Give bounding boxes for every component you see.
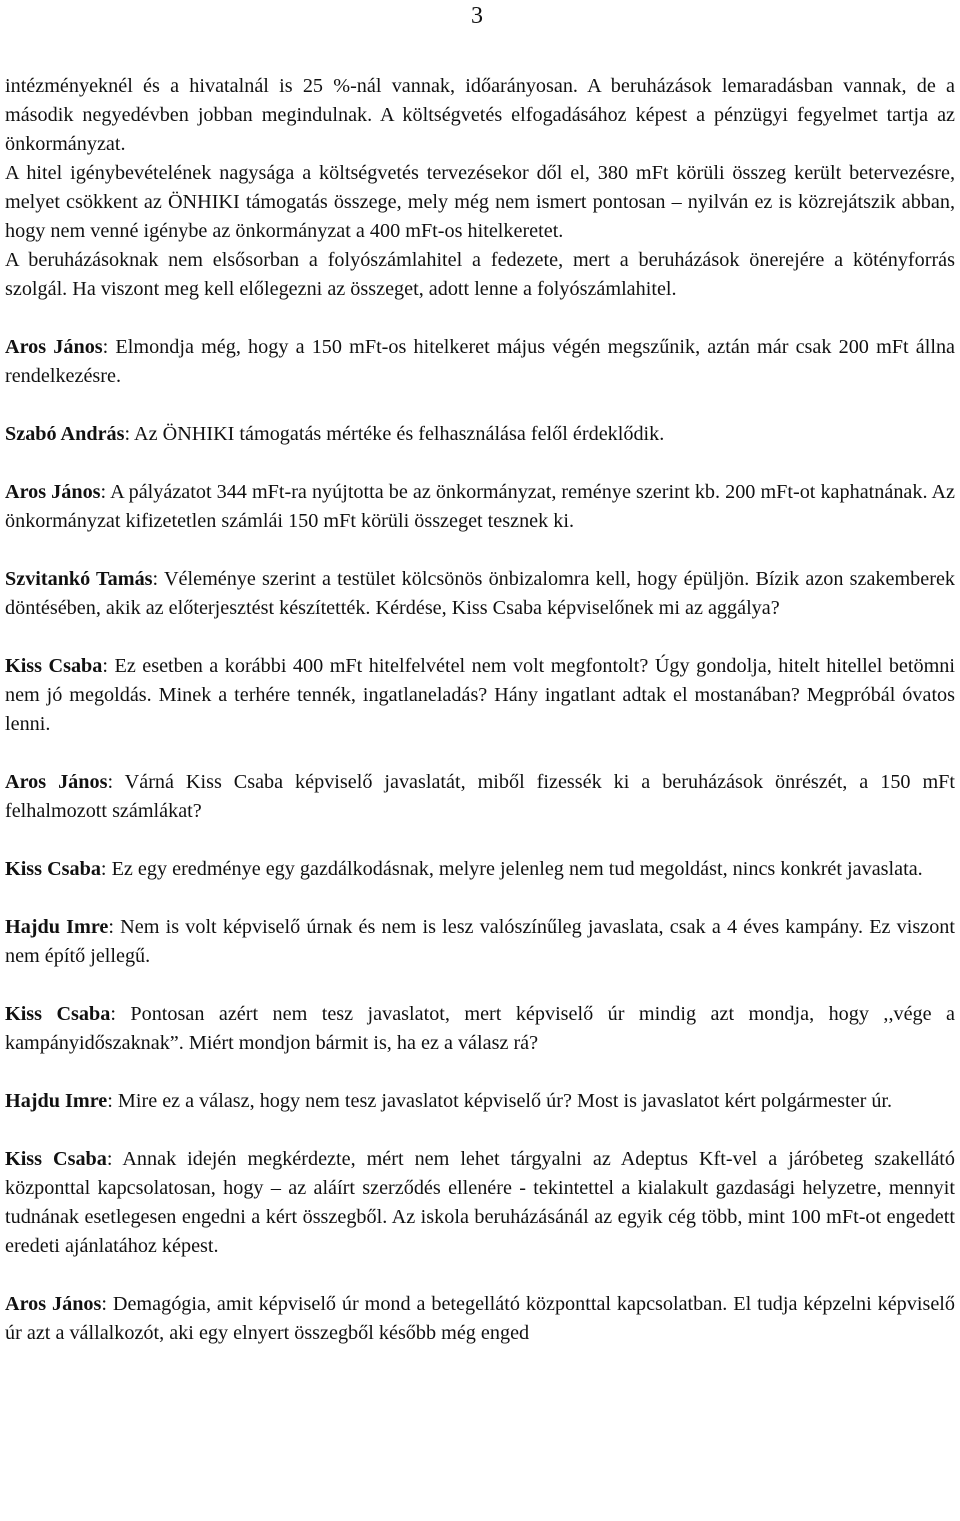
speech-paragraph-5 xyxy=(5,478,955,536)
speaker-separator: : xyxy=(102,655,108,677)
speaker-name: Aros János xyxy=(5,481,101,503)
speech-text: Pontosan azért nem tesz javaslatot, mert képviselő úr mindig azt mondja, hogy ,,vége a kampányidőszaknak”. Miért mondjon bármit is, ha ez a válasz rá? xyxy=(5,1003,955,1054)
speaker-separator: : xyxy=(107,1090,113,1112)
speaker-name: Szvitankó Tamás xyxy=(5,568,153,590)
speaker-name: Kiss Csaba xyxy=(5,858,101,880)
page-number: 3 xyxy=(471,3,483,29)
speech-text: Nem is volt képviselő úrnak és nem is lesz valószínűleg javaslata, csak a 4 éves kampány. Ez viszont nem építő jellegű. xyxy=(5,916,955,967)
speech-paragraph-12 xyxy=(5,1087,955,1116)
speech-text: Mire ez a válasz, hogy nem tesz javaslatot képviselő úr? Most is javaslatot kért polgármester úr. xyxy=(112,1090,893,1112)
paragraph-0 xyxy=(5,72,955,159)
paragraph-text: A hitel igénybevételének nagysága a költségvetés tervezésekor dől el, 380 mFt körüli összeg került betervezésre, melyet csökkent az ÖNHIKI támogatás összege, mely még nem ismert pontosan – nyilván ez is közrejátszik abban, hogy nem venné igénybe az önkormányzat a 400 mFt-os hitelkeretet. xyxy=(5,162,955,242)
speaker-separator: : xyxy=(100,858,107,880)
paragraph-1 xyxy=(5,159,955,246)
speaker-name: Aros János xyxy=(5,771,108,793)
speaker-separator: : xyxy=(106,1148,113,1170)
speech-paragraph-14 xyxy=(5,1290,955,1348)
speaker-separator: : xyxy=(102,336,109,358)
speaker-name: Kiss Csaba xyxy=(5,1003,111,1025)
speaker-name: Szabó András xyxy=(5,423,125,445)
speech-text: A pályázatot 344 mFt-ra nyújtotta be az önkormányzat, reménye szerint kb. 200 mFt-ot kaphatnának. Az önkormányzat kifizetetlen számlái 150 mFt körüli összeget tesznek ki. xyxy=(5,481,955,532)
speech-paragraph-7 xyxy=(5,652,955,739)
speech-paragraph-11 xyxy=(5,1000,955,1058)
document-body xyxy=(5,72,955,1348)
speaker-separator: : xyxy=(108,916,114,938)
speech-text: Demagógia, amit képviselő úr mond a betegellátó központtal kapcsolatban. El tudja képzelni képviselő úr azt a vállalkozót, aki egy elnyert összegből később még enged xyxy=(5,1293,955,1344)
speaker-name: Hajdu Imre xyxy=(5,916,109,938)
speech-text: Várná Kiss Csaba képviselő javaslatát, miből fizessék ki a beruházások önrészét, a 150 mFt felhalmozott számlákat? xyxy=(5,771,955,822)
speaker-name: Kiss Csaba xyxy=(5,1148,107,1170)
speaker-separator: : xyxy=(107,771,114,793)
paragraph-text: A beruházásoknak nem elsősorban a folyószámlahitel a fedezete, mert a beruházások önerejére a kötényforrás szolgál. Ha viszont meg kell előlegezni az összeget, adott lenne a folyószámlahitel. xyxy=(5,249,955,300)
paragraph-2 xyxy=(5,246,955,304)
paragraph-text: intézményeknél és a hivatalnál is 25 %-nál vannak, időarányosan. A beruházások lemaradásban vannak, de a második negyedévben jobban megindulnak. A költségvetés elfogadásához képest a pénzügyi fegyelmet tartja az önkormányzat. xyxy=(5,75,955,155)
speaker-name: Kiss Csaba xyxy=(5,655,103,677)
speaker-name: Aros János xyxy=(5,1293,102,1315)
speech-paragraph-13 xyxy=(5,1145,955,1261)
speaker-name: Hajdu Imre xyxy=(5,1090,108,1112)
speech-text: Véleménye szerint a testület kölcsönös önbizalomra kell, hogy épüljön. Bízik azon szakemberek döntésében, akik az előterjesztést készítették. Kérdése, Kiss Csaba képviselőnek mi az aggálya? xyxy=(5,568,955,619)
speaker-name: Aros János xyxy=(5,336,103,358)
speaker-separator: : xyxy=(110,1003,116,1025)
speaker-separator: : xyxy=(152,568,159,590)
speech-text: Elmondja még, hogy a 150 mFt-os hitelkeret május végén megszűnik, aztán már csak 200 mFt állna rendelkezésre. xyxy=(5,336,955,387)
speech-paragraph-3 xyxy=(5,333,955,391)
speech-paragraph-8 xyxy=(5,768,955,826)
speech-paragraph-4 xyxy=(5,420,955,449)
speech-text: Ez egy eredménye egy gazdálkodásnak, melyre jelenleg nem tud megoldást, nincs konkrét javaslata. xyxy=(106,858,923,880)
speaker-separator: : xyxy=(124,423,131,445)
speech-paragraph-6 xyxy=(5,565,955,623)
speech-text: Ez esetben a korábbi 400 mFt hitelfelvétel nem volt megfontolt? Úgy gondolja, hitelt hitellel betömni nem jó megoldás. Minek a terhére tennék, ingatlaneladás? Hány ingatlant adtak el mostanában? Megpróbál óvatos lenni. xyxy=(5,655,955,735)
speech-paragraph-10 xyxy=(5,913,955,971)
speech-paragraph-9 xyxy=(5,855,955,884)
speaker-separator: : xyxy=(100,481,107,503)
speech-text: Az ÖNHIKI támogatás mértéke és felhasználása felől érdeklődik. xyxy=(130,423,665,445)
speaker-separator: : xyxy=(101,1293,107,1315)
speech-text: Annak idején megkérdezte, mért nem lehet tárgyalni az Adeptus Kft-vel a járóbeteg szakellátó központtal kapcsolatosan, hogy – az aláírt szerződés ellenére - tekintettel a kialakult gazdasági helyzetre, mennyit tudnának esetlegesen engedni a kért összegből. Az iskola beruházásánál az egyik cég több, mint 100 mFt-ot engedett eredeti ajánlatához képest. xyxy=(5,1148,955,1257)
